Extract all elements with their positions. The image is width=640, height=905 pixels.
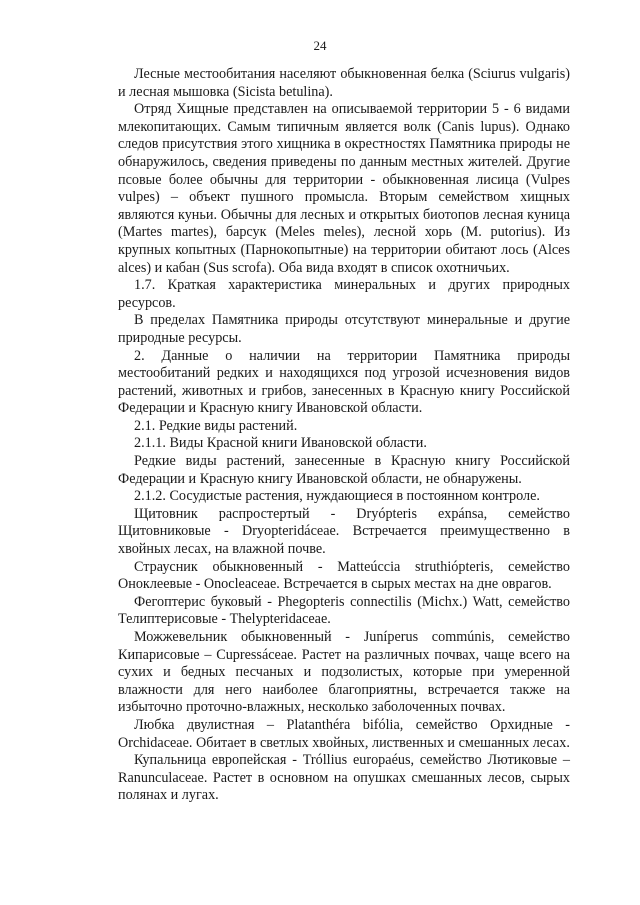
section-heading: 2.1.1. Виды Красной книги Ивановской области.: [134, 435, 427, 452]
paragraph: Отряд Хищные представлен на описываемой территории 5 - 6 видами млекопитающих. Самым типичным является волк (Canis lupus). Однако следов присутствия этого хищника в окрестностях Памятника природы не обнаружилось, сведения приведены по данным местных жителей. Другие псовые более обычны для территории - обыкновенная лисица (Vulpes vulpes) – объект пушного промысла. Вторым семейством хищных являются куньи. Обычны для лесных и открытых биотопов лесная куница (Martes martes), барсук (Meles meles), лесной хорь (M. putorius). Из крупных копытных (Парнокопытные) на территории обитают лось (Alces alces) и кабан (Sus scrofa). Оба вида входят в список охотничьих.: [118, 101, 570, 276]
species-entry: Страусник обыкновенный - Matteúccia struthiópteris, семейство Оноклеевые - Onocleaceae. Встречается в сырых местах на дне оврагов.: [118, 558, 570, 593]
species-entry: Любка двулистная – Platanthéra bifólia, семейство Орхидные - Orchidaceae. Обитает в светлых хвойных, лиственных и смешанных лесах.: [118, 716, 570, 751]
paragraph: В пределах Памятника природы отсутствуют минеральные и другие природные ресурсы.: [118, 312, 570, 346]
species-entry: Купальница европейская - Tróllius europaéus, семейство Лютиковые – Ranunculaceae. Растет в основном на опушках смешанных лесов, сырых полянах и лугах.: [118, 752, 570, 804]
species-entry: Фегоптерис буковый - Phegopteris connectilis (Michx.) Watt, семейство Телиптерисовые - Thelypteridaceae.: [118, 593, 570, 628]
species-entry: Щитовник распростертый - Dryópteris expánsa, семейство Щитовниковые - Dryopteridáceae. Встречается преимущественно в хвойных лесах, на влажной почве.: [118, 505, 570, 558]
paragraph: Лесные местообитания населяют обыкновенная белка (Sciurus vulgaris) и лесная мышовка (Sicista betulina).: [118, 66, 570, 100]
section-heading: 1.7. Краткая характеристика минеральных и других природных ресурсов.: [118, 277, 570, 311]
body-text: [118, 66, 570, 805]
paragraph: Редкие виды растений, занесенные в Красную книгу Российской Федерации и Красную книгу Ивановской области, не обнаружены.: [118, 453, 570, 487]
species-entry: Можжевельник обыкновенный - Juníperus commúnis, семейство Кипарисовые – Cupressáceae. Растет на различных почвах, чаще всего на сухих и бедных песчаных и подзолистых, которые при умеренной влажности для него наиболее благоприятны, встречается также на избыточно проточно-влажных, несколько заболоченных почвах.: [118, 629, 570, 716]
section-heading: 2.1.2. Сосудистые растения, нуждающиеся в постоянном контроле.: [134, 488, 540, 505]
page-number: 24: [313, 38, 327, 53]
section-heading: 2. Данные о наличии на территории Памятника природы местообитаний редких и находящихся под угрозой исчезновения видов растений, животных и грибов, занесенных в Красную книгу Российской Федерации и Красную книгу Ивановской области.: [118, 347, 570, 417]
section-heading: 2.1. Редкие виды растений.: [134, 417, 298, 434]
